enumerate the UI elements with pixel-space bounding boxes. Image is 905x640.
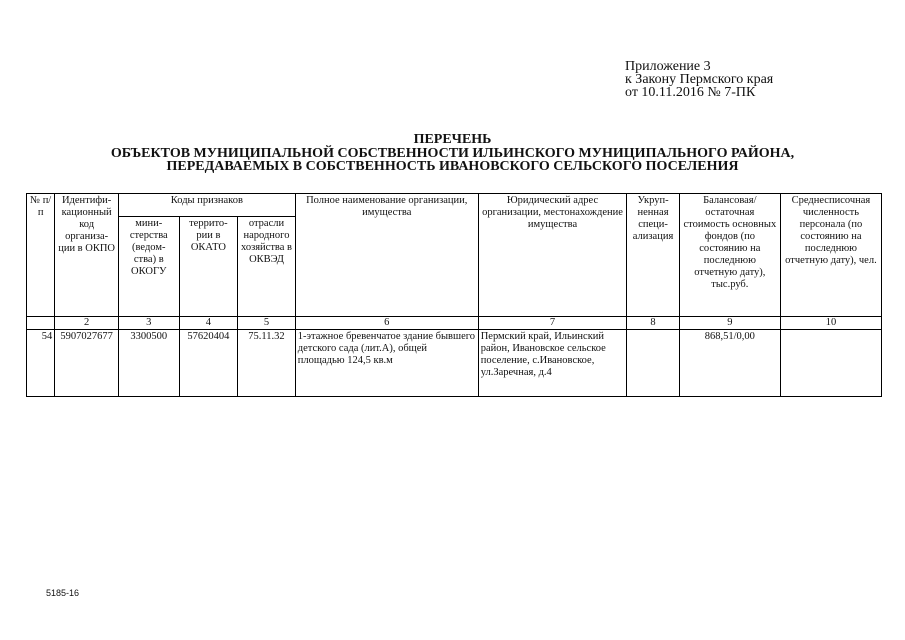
col-number: 3	[118, 317, 179, 330]
appendix-line-1: Приложение 3	[625, 59, 711, 74]
col-number: 8	[627, 317, 680, 330]
cell-staff	[780, 330, 881, 397]
cell-okogu: 3300500	[118, 330, 179, 397]
header-balance: Балансовая/ остаточная стоимость основных фондов (по состоянию на последнюю отчетную дату), тыс.руб.	[679, 194, 780, 317]
col-number: 9	[679, 317, 780, 330]
cell-okved: 75.11.32	[238, 330, 296, 397]
appendix-line-3: от 10.11.2016 № 7-ПК	[625, 85, 756, 100]
header-codes: Коды признаков	[118, 194, 295, 217]
title-line-2: ОБЪЕКТОВ МУНИЦИПАЛЬНОЙ СОБСТВЕННОСТИ ИЛЬИНСКОГО МУНИЦИПАЛЬНОГО РАЙОНА,	[110, 145, 795, 161]
header-okpo: Идентифи-кационный код организа-ции в ОКПО	[55, 194, 119, 317]
header-okogu: мини-стерства (ведом-ства) в ОКОГУ	[118, 217, 179, 317]
cell-address: Пермский край, Ильинский район, Ивановское сельское поселение, с.Ивановское, ул.Заречная, д.4	[478, 330, 627, 397]
cell-okato: 57620404	[179, 330, 238, 397]
header-address: Юридический адрес организации, местонахождение имущества	[478, 194, 627, 317]
header-num: № п/п	[27, 194, 55, 317]
cell-name: 1-этажное бревенчатое здание бывшего детского сада (лит.А), общей площадью 124,5 кв.м	[295, 330, 478, 397]
header-specialization: Укруп-ненная специ-ализация	[627, 194, 680, 317]
column-number-row	[27, 317, 882, 330]
col-number: 6	[295, 317, 478, 330]
col-number	[27, 317, 55, 330]
col-number: 7	[478, 317, 627, 330]
col-number: 2	[55, 317, 119, 330]
cell-balance: 868,51/0,00	[679, 330, 780, 397]
title-line-1: ПЕРЕЧЕНЬ	[413, 132, 492, 147]
header-okato: террито-рии в ОКАТО	[179, 217, 238, 317]
property-table	[26, 193, 882, 397]
appendix-header	[625, 60, 773, 99]
cell-okpo: 5907027677	[55, 330, 119, 397]
cell-num: 54	[27, 330, 55, 397]
col-number: 4	[179, 317, 238, 330]
header-name: Полное наименование организации, имущества	[295, 194, 478, 317]
header-staff: Среднесписочная численность персонала (по состоянию на последнюю отчетную дату), чел.	[780, 194, 881, 317]
appendix-line-2: к Закону Пермского края	[625, 72, 774, 87]
col-number: 10	[780, 317, 881, 330]
title-line-3: ПЕРЕДАВАЕМЫХ В СОБСТВЕННОСТЬ ИВАНОВСКОГО СЕЛЬСКОГО ПОСЕЛЕНИЯ	[166, 159, 739, 174]
footer-doc-code: 5185-16	[46, 588, 80, 598]
header-row-1	[27, 194, 882, 217]
header-okved: отрасли народного хозяйства в ОКВЭД	[238, 217, 296, 317]
cell-specialization	[627, 330, 680, 397]
col-number: 5	[238, 317, 296, 330]
table-row	[27, 330, 882, 397]
document-title	[0, 133, 905, 174]
